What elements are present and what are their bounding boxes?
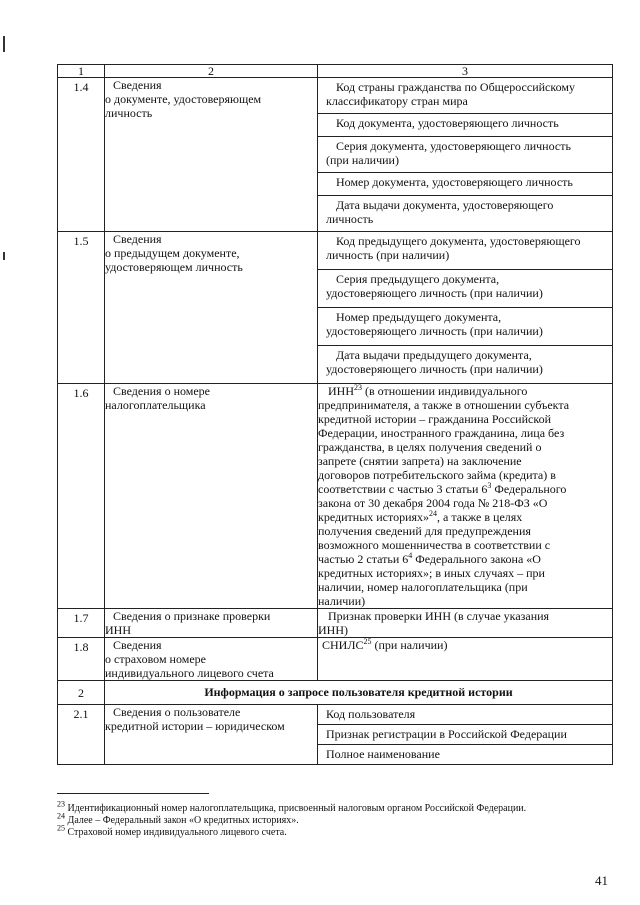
row-number: 2 <box>58 681 105 705</box>
label-line: личность <box>105 106 153 120</box>
table-row <box>58 78 613 232</box>
row-number: 1.6 <box>58 384 105 609</box>
row-label <box>105 78 318 232</box>
field-cell: Код предыдущего документа, удостоверяющего личность (при наличии) <box>318 232 612 270</box>
section-row <box>58 681 613 705</box>
field-cell: Номер документа, удостоверяющего личность <box>318 173 612 196</box>
field-list <box>318 705 613 765</box>
table-row <box>58 609 613 638</box>
row-number: 2.1 <box>58 705 105 765</box>
row-number: 1.5 <box>58 232 105 384</box>
footnote: $^{24}$ Далее – Федеральный закон «О кредитных историях». <box>57 811 299 826</box>
column-header-2: 2 <box>105 65 318 78</box>
field-cell: Код документа, удостоверяющего личность <box>318 114 612 137</box>
table-row <box>58 705 613 765</box>
field-cell: Признак проверки ИНН (в случае указания ИНН) <box>318 609 613 638</box>
column-header-3: 3 <box>318 65 613 78</box>
snils-field: СНИЛС$^{25}$ (при наличии) <box>318 638 613 681</box>
footnote-separator <box>57 793 209 794</box>
row-number: 1.8 <box>58 638 105 681</box>
field-list <box>318 78 613 232</box>
table-header-row <box>58 65 613 78</box>
data-table <box>57 64 613 765</box>
inn-description: ИНН$^{23}$ (в отношении индивидуального предпринимателя, а также в отношении субъекта кредитной истории – гражданина Российской Федерации, иностранного гражданина, лица без гражданства, в целях получения сведений о запрете (снятии запрета) на заключение договоров потребительского займа (кредита) в соответствии с частью 3 статьи $6^3$ Федерального закона от 30 декабря 2004 года № 218-ФЗ «О кредитных историях»$^{24}$, а также в целях получения сведений для предупреждения возможного мошенничества в соответствии с частью 2 статьи $6^4$ Федерального закона «О кредитных историях»; в иных случаях – при наличии, номер налогоплательщика (при наличии) <box>318 384 613 609</box>
row-number: 1.7 <box>58 609 105 638</box>
row-label: Сведения о пользователе кредитной истории – юридическом <box>105 705 318 765</box>
field-cell: Код пользователя <box>318 705 612 725</box>
table-row <box>58 638 613 681</box>
field-cell: Полное наименование <box>326 747 440 761</box>
field-cell: Серия документа, удостоверяющего личность (при наличии) <box>318 137 612 173</box>
field-cell: Номер предыдущего документа, удостоверяющего личность (при наличии) <box>318 308 612 346</box>
label-line: Сведения <box>113 78 162 92</box>
row-label: Сведения о страховом номере индивидуального лицевого счета <box>105 638 318 681</box>
row-label: Сведения о предыдущем документе, удостоверяющем личность <box>105 232 318 384</box>
footnotes <box>57 799 617 839</box>
row-number: 1.4 <box>58 78 105 232</box>
field-cell: Серия предыдущего документа, удостоверяющего личность (при наличии) <box>318 270 612 308</box>
row-label: Сведения о номере налогоплательщика <box>105 384 318 609</box>
row-label: Сведения о признаке проверки ИНН <box>105 609 318 638</box>
footnote: $^{23}$ Идентификационный номер налогоплательщика, присвоенный налоговым органом Российской Федерации. <box>57 799 527 814</box>
label-line: о документе, удостоверяющем <box>105 92 262 106</box>
footnote: $^{25}$ Страховой номер индивидуального лицевого счета. <box>57 823 287 838</box>
field-cell: Признак регистрации в Российской Федерации <box>318 725 612 745</box>
field-cell: Дата выдачи предыдущего документа, удостоверяющего личность (при наличии) <box>326 348 543 376</box>
page-number: 41 <box>595 873 608 888</box>
document-page <box>57 64 612 765</box>
scan-margin-mark <box>3 36 5 52</box>
table-row <box>58 232 613 384</box>
scan-margin-mark <box>3 252 5 260</box>
field-cell: Код страны гражданства по Общероссийскому классификатору стран мира <box>318 78 612 114</box>
column-header-1: 1 <box>58 65 105 78</box>
section-title: Информация о запросе пользователя кредитной истории <box>105 681 613 705</box>
field-list <box>318 232 613 384</box>
field-cell: Дата выдачи документа, удостоверяющего личность <box>326 198 554 226</box>
table-row <box>58 384 613 609</box>
